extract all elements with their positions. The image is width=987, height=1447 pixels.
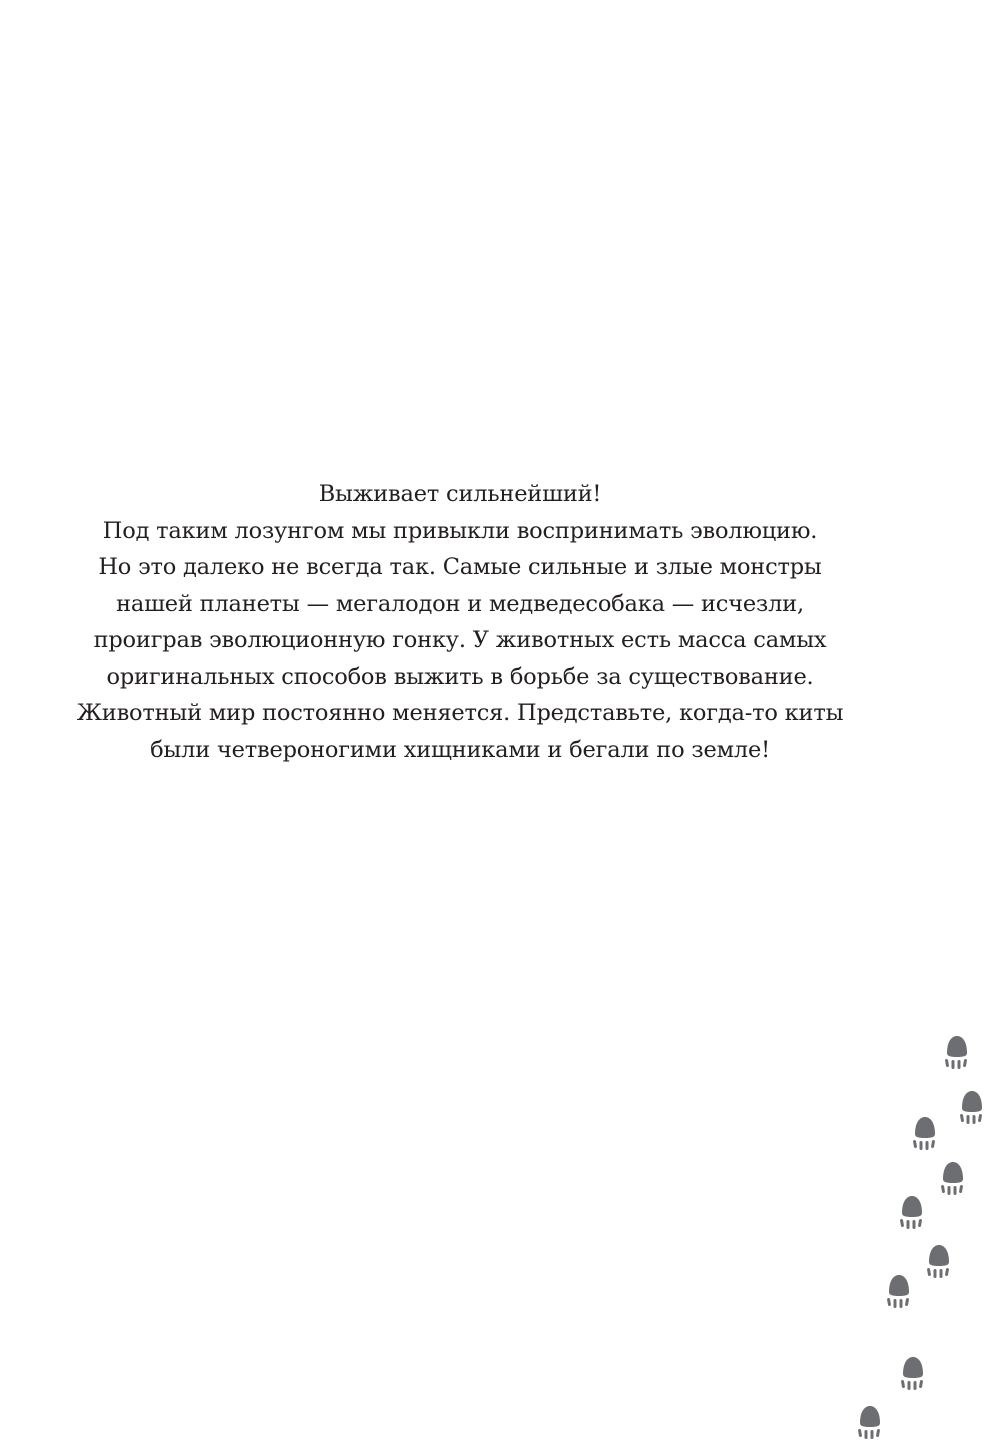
intro-text: [60, 476, 860, 768]
paw-print-icon: [910, 1114, 940, 1154]
paw-print-icon: [957, 1088, 987, 1128]
intro-line: Животный мир постоянно меняется. Представьте, когда-то киты: [76, 700, 844, 726]
paw-print-icon: [938, 1159, 968, 1199]
intro-line: проиграв эволюционную гонку. У животных есть масса самых: [93, 627, 827, 653]
paw-print-icon: [897, 1193, 927, 1233]
intro-line: Под таким лозунгом мы привыкли воспринимать эволюцию.: [102, 517, 818, 544]
intro-line: были четвероногими хищниками и бегали по земле!: [150, 736, 770, 763]
paw-print-icon: [855, 1403, 885, 1443]
intro-line: Выживает сильнейший!: [318, 481, 602, 507]
paw-print-icon: [942, 1033, 972, 1073]
paw-print-icon: [884, 1272, 914, 1312]
intro-line: оригинальных способов выжить в борьбе за существование.: [106, 663, 814, 690]
intro-line: нашей планеты — мегалодон и медведесобака — исчезли,: [116, 590, 804, 617]
paw-print-icon: [924, 1242, 954, 1282]
intro-line: Но это далеко не всегда так. Самые сильные и злые монстры: [98, 554, 822, 580]
paw-print-icon: [898, 1354, 928, 1394]
